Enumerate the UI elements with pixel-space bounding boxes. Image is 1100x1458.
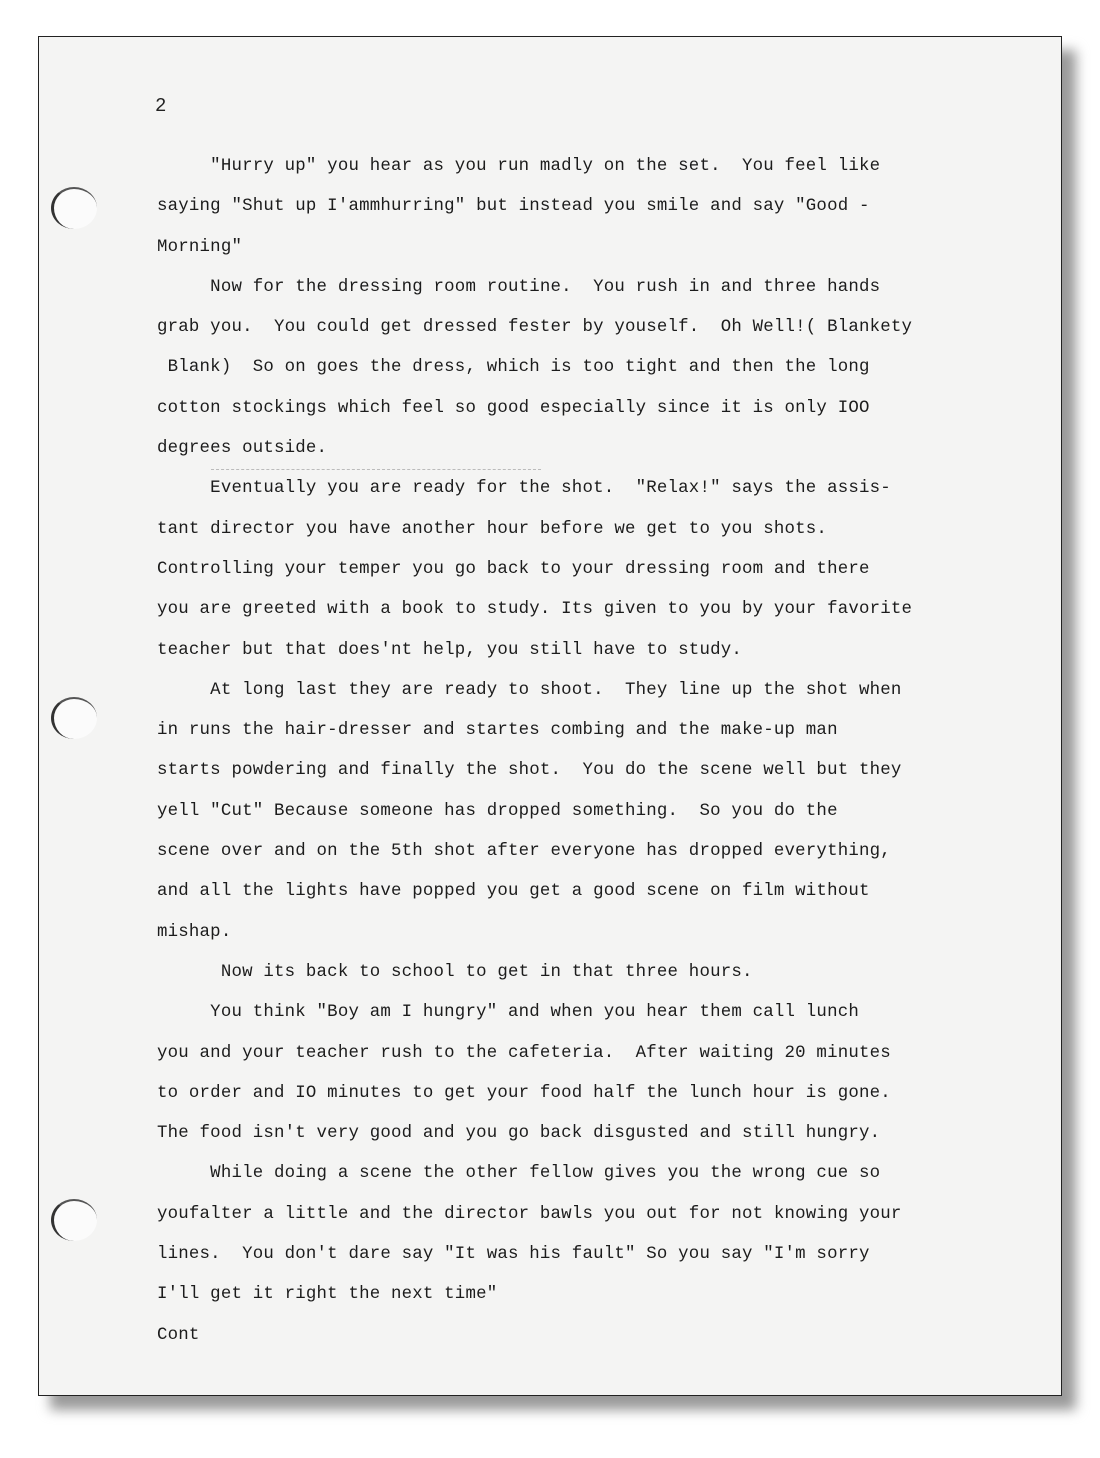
text-line: Now its back to school to get in that three hours.	[157, 962, 753, 982]
body-text	[157, 147, 1037, 1356]
text-line: and all the lights have popped you get a good scene on film without	[157, 882, 870, 902]
text-line: You think "Boy am I hungry" and when you hear them call lunch	[157, 1003, 859, 1023]
punch-hole-top	[51, 187, 97, 229]
text-line: you are greeted with a book to study. Its given to you by your favorite	[157, 600, 913, 620]
text-line: yell "Cut" Because someone has dropped something. So you do the	[157, 801, 838, 821]
text-line: starts powdering and finally the shot. You do the scene well but they	[157, 761, 902, 781]
page-number: 2	[155, 95, 167, 117]
text-line: grab you. You could get dressed fester by youself. Oh Well!( Blankety	[157, 318, 913, 338]
text-line: The food isn't very good and you go back disgusted and still hungry.	[157, 1124, 881, 1144]
text-line: degrees outside.	[157, 439, 328, 459]
text-line: mishap.	[157, 922, 232, 942]
typewritten-page	[38, 36, 1062, 1396]
text-line: Controlling your temper you go back to your dressing room and there	[157, 559, 870, 579]
text-line: While doing a scene the other fellow gives you the wrong cue so	[157, 1164, 881, 1184]
continued-marker: Cont	[157, 1325, 200, 1345]
text-line: to order and IO minutes to get your food half the lunch hour is gone.	[157, 1083, 891, 1103]
text-line: At long last they are ready to shoot. They line up the shot when	[157, 680, 902, 700]
punch-hole-middle	[51, 697, 97, 739]
text-line: you and your teacher rush to the cafeteria. After waiting 20 minutes	[157, 1043, 891, 1063]
text-line: Blank) So on goes the dress, which is too tight and then the long	[157, 358, 870, 378]
text-line: Morning"	[157, 237, 243, 257]
punch-hole-bottom	[51, 1199, 97, 1241]
text-line: scene over and on the 5th shot after everyone has dropped everything,	[157, 842, 891, 862]
text-line: in runs the hair-dresser and startes combing and the make-up man	[157, 721, 838, 741]
text-line: tant director you have another hour before we get to you shots.	[157, 519, 828, 539]
text-line: saying "Shut up I'ammhurring" but instead you smile and say "Good -	[157, 197, 870, 217]
text-line: Eventually you are ready for the shot. "Relax!" says the assis-	[157, 479, 891, 499]
text-line: Now for the dressing room routine. You rush in and three hands	[157, 277, 881, 297]
text-line: lines. You don't dare say "It was his fault" So you say "I'm sorry	[157, 1245, 870, 1265]
text-line: teacher but that does'nt help, you still have to study.	[157, 640, 742, 660]
text-line: youfalter a little and the director bawls you out for not knowing your	[157, 1204, 902, 1224]
text-line: "Hurry up" you hear as you run madly on the set. You feel like	[157, 157, 881, 176]
text-line: I'll get it right the next time"	[157, 1285, 498, 1305]
text-line: cotton stockings which feel so good especially since it is only IOO	[157, 398, 870, 418]
